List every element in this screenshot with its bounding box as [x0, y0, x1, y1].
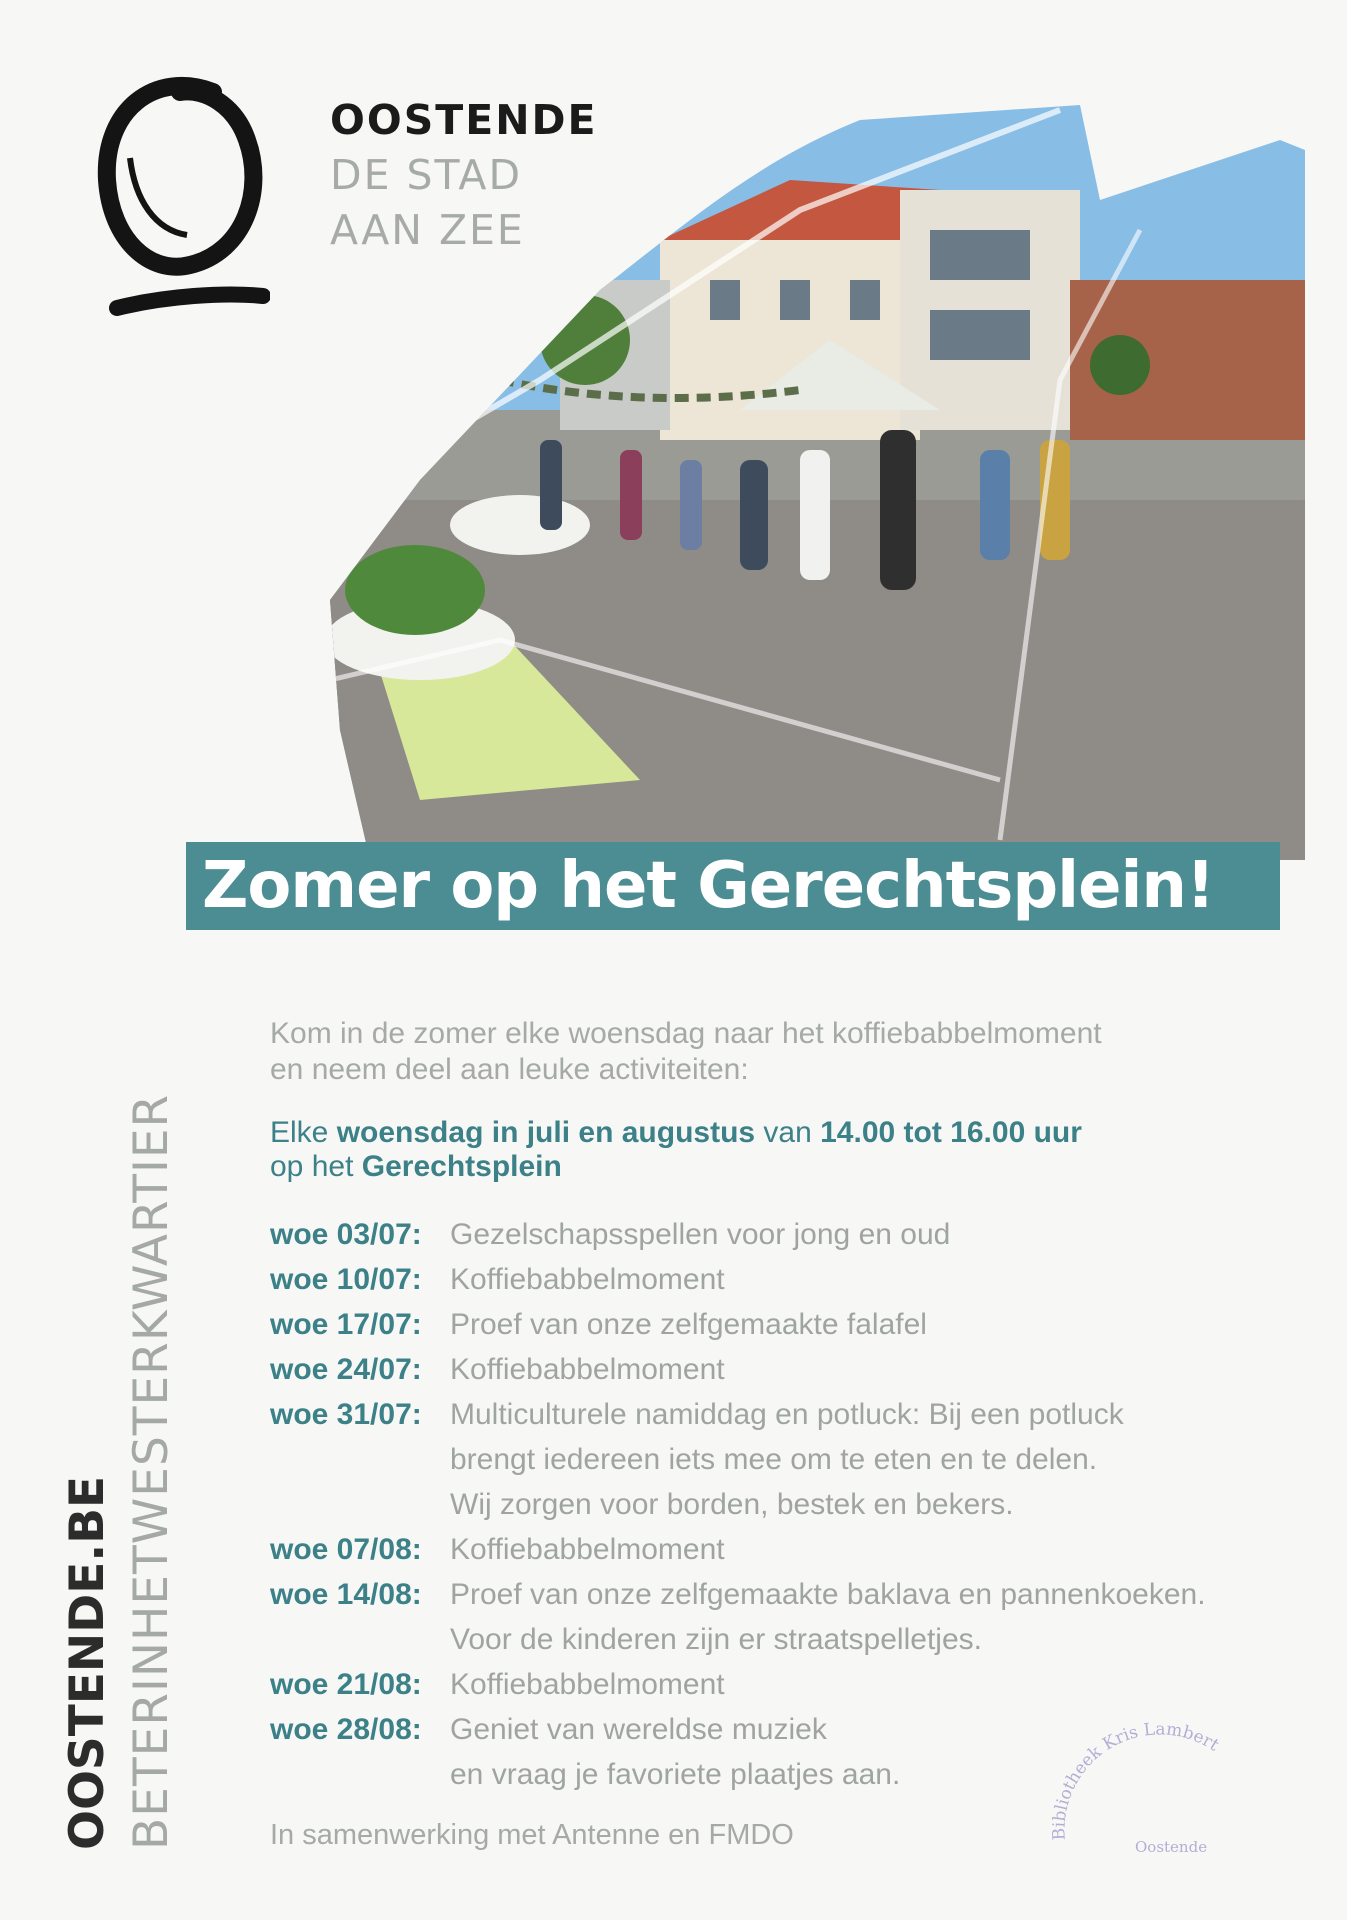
schedule-activity-line: Gezelschapsspellen voor jong en oud	[450, 1218, 951, 1251]
schedule-row	[270, 1347, 1290, 1392]
page-title: Zomer op het Gerechtsplein!	[186, 842, 1280, 930]
brand-line-2: DE STAD	[330, 151, 523, 199]
schedule-activity	[450, 1392, 1124, 1527]
schedule-row	[270, 1302, 1290, 1347]
schedule-date: woe 10/07:	[270, 1263, 422, 1296]
library-stamp	[1040, 1720, 1280, 1870]
stamp-arc-text: Bibliotheek Kris Lambert	[1049, 1720, 1223, 1841]
schedule-activity-line: Wij zorgen voor borden, bestek en bekers.	[450, 1488, 1014, 1521]
schedule-row	[270, 1212, 1290, 1257]
schedule-date: woe 21/08:	[270, 1668, 422, 1701]
schedule-activity-line: Multiculturele namiddag en potluck: Bij een potluck	[450, 1398, 1124, 1431]
schedule-activity-line: Proef van onze zelfgemaakte falafel	[450, 1308, 927, 1341]
intro-line-1: Kom in de zomer elke woensdag naar het koffiebabbelmoment	[270, 1017, 1102, 1050]
brand-line-1: OOSTENDE	[330, 96, 598, 144]
schedule-activity-line: Voor de kinderen zijn er straatspelletjes.	[450, 1623, 982, 1656]
intro-line-2: en neem deel aan leuke activiteiten:	[270, 1053, 749, 1086]
schedule-row	[270, 1662, 1290, 1707]
schedule-date: woe 14/08:	[270, 1578, 422, 1611]
partners-text: In samenwerking met Antenne en FMDO	[270, 1819, 794, 1851]
brand-line-3: AAN ZEE	[330, 206, 525, 254]
schedule-date: woe 28/08:	[270, 1713, 422, 1746]
district-vertical: BETERINHETWESTERKWARTIER	[124, 1093, 179, 1850]
when-text-a: Elke	[270, 1116, 337, 1149]
schedule-activity	[450, 1572, 1206, 1662]
when-days: woensdag in juli en augustus	[336, 1116, 756, 1149]
schedule-date: woe 24/07:	[270, 1353, 422, 1386]
square-photo	[240, 80, 1305, 860]
schedule-activity	[450, 1707, 900, 1797]
schedule-row	[270, 1527, 1290, 1572]
schedule-activity-line: en vraag je favoriete plaatjes aan.	[450, 1758, 901, 1791]
schedule-activity-line: Koffiebabbelmoment	[450, 1668, 725, 1701]
schedule-activity	[450, 1212, 950, 1257]
website-vertical: OOSTENDE.BE	[60, 1475, 115, 1850]
schedule-activity	[450, 1302, 927, 1347]
schedule-list	[270, 1212, 1290, 1797]
when-text-c: van	[755, 1116, 821, 1149]
schedule-date: woe 31/07:	[270, 1398, 422, 1431]
schedule-activity	[450, 1527, 725, 1572]
stamp-city: Oostende	[1135, 1838, 1208, 1856]
schedule-date: woe 17/07:	[270, 1308, 422, 1341]
schedule-date: woe 07/08:	[270, 1533, 422, 1566]
schedule-date: woe 03/07:	[270, 1218, 422, 1251]
schedule-row	[270, 1257, 1290, 1302]
schedule-activity-line: Geniet van wereldse muziek	[450, 1713, 827, 1746]
schedule-activity	[450, 1347, 725, 1392]
schedule-activity	[450, 1662, 725, 1707]
schedule-row	[270, 1392, 1290, 1527]
schedule-row	[270, 1572, 1290, 1662]
schedule-activity-line: Proef van onze zelfgemaakte baklava en pannenkoeken.	[450, 1578, 1206, 1611]
intro-text	[270, 1016, 1290, 1088]
schedule-activity-line: brengt iedereen iets mee om te eten en te delen.	[450, 1443, 1098, 1476]
schedule-activity	[450, 1257, 725, 1302]
when-hours: 14.00 tot 16.00 uur	[820, 1116, 1082, 1149]
when-text-e: op het	[270, 1150, 362, 1183]
schedule-summary	[270, 1116, 1290, 1184]
schedule-activity-line: Koffiebabbelmoment	[450, 1533, 725, 1566]
schedule-activity-line: Koffiebabbelmoment	[450, 1263, 725, 1296]
schedule-activity-line: Koffiebabbelmoment	[450, 1353, 725, 1386]
when-place: Gerechtsplein	[361, 1150, 562, 1183]
